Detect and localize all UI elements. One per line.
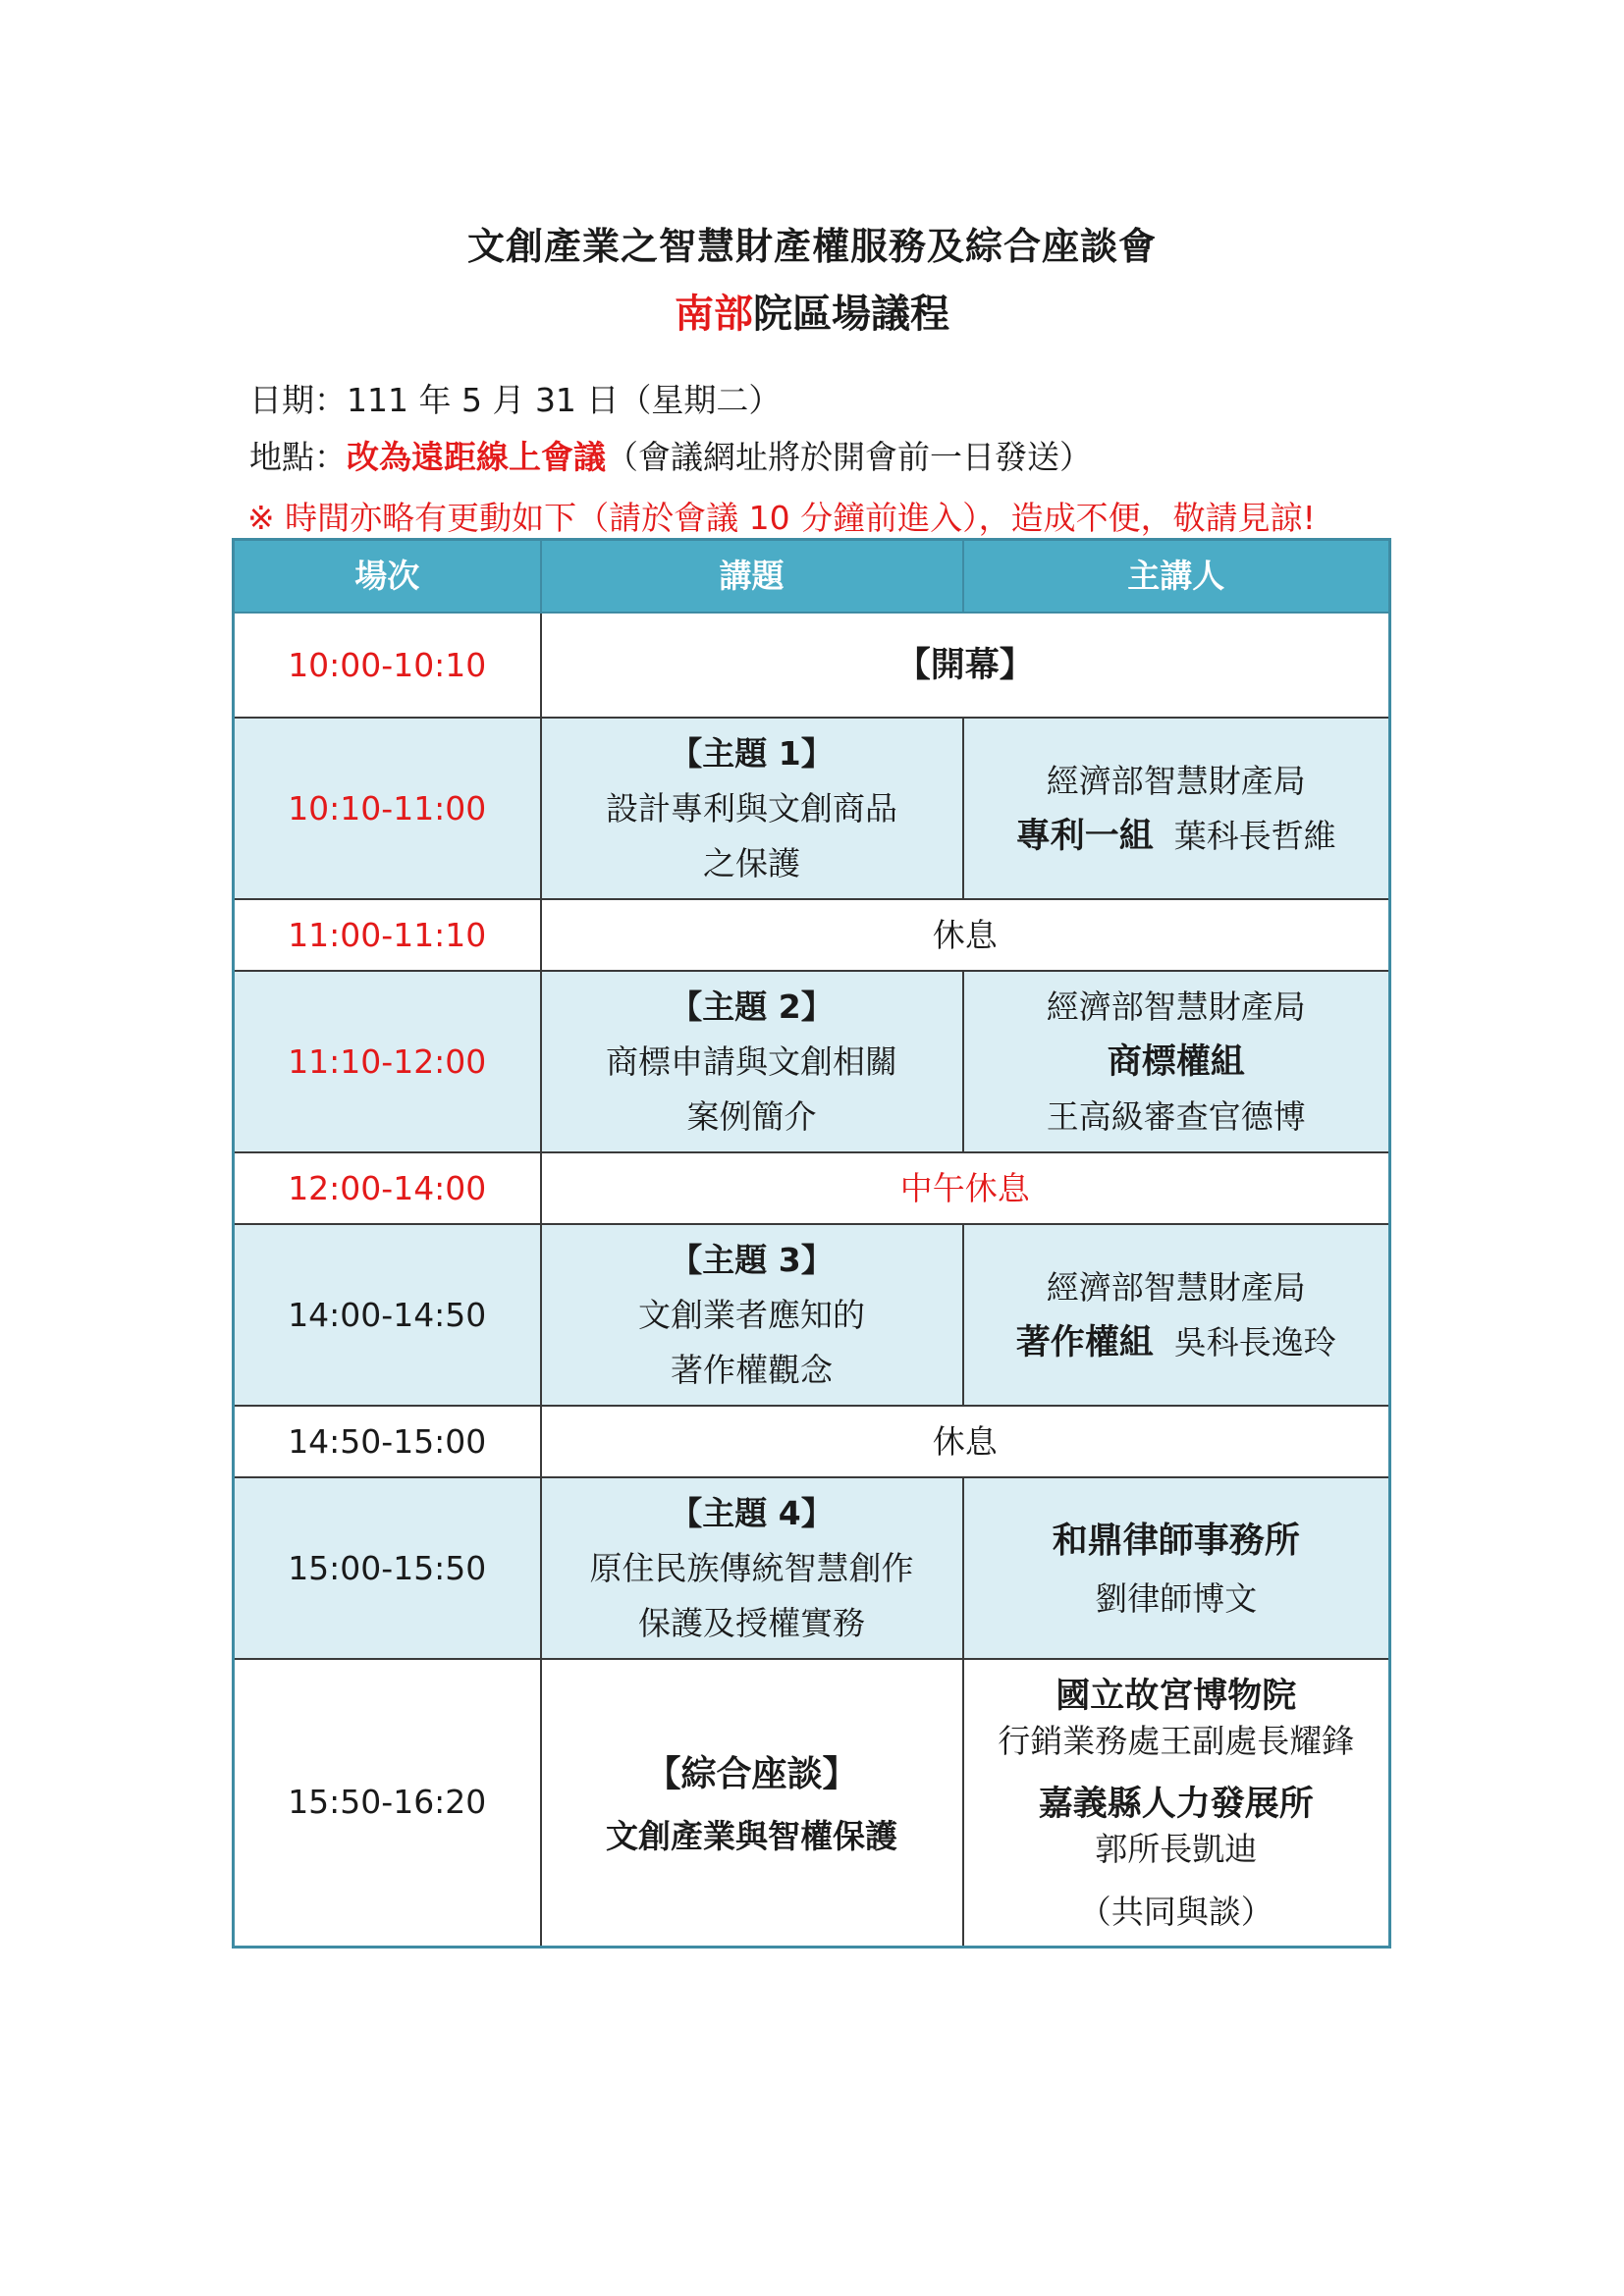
header-topic: 講題 [541,540,963,614]
location-value: 改為遠距線上會議 [347,438,606,476]
row-speaker [963,1224,1390,1406]
row-speaker [963,1659,1390,1947]
row-time: 14:00-14:50 [234,1224,541,1406]
speaker-person: 葉科長哲維 [1173,816,1336,855]
subtitle-rest: 院區場議程 [753,292,949,337]
topic-tag: 【主題 4】 [670,1493,834,1532]
speaker-org: 經濟部智慧財產局 [1046,987,1306,1026]
row-time: 15:50-16:20 [234,1659,541,1947]
table-row [234,613,1390,718]
speaker-person: 劉律師博文 [1095,1578,1258,1618]
topic-line: 文創產業與智權保護 [606,1817,897,1856]
row-topic [541,718,963,899]
table-row [234,1224,1390,1406]
speaker-person: 郭所長凱迪 [1095,1830,1258,1869]
topic-line: 設計專利與文創商品 [606,788,897,828]
table-row [234,1659,1390,1947]
row-speaker [963,718,1390,899]
location-label: 地點： [249,438,347,476]
speaker-org: 經濟部智慧財產局 [1046,1267,1306,1307]
notice-line: ※ 時間亦略有更動如下（請於會議 10 分鐘前進入），造成不便，敬請見諒! [247,499,1316,537]
header-speaker: 主講人 [963,540,1390,614]
speaker-unit: 著作權組 [1015,1322,1154,1362]
speaker-unit: 專利一組 [1015,816,1154,856]
topic-line: 著作權觀念 [671,1350,833,1389]
row-time: 11:10-12:00 [234,971,541,1152]
row-topic [541,1224,963,1406]
subtitle-region: 南部 [675,292,753,337]
topic-tag: 【主題 2】 [670,987,834,1026]
speaker-org: 國立故宮博物院 [1056,1677,1297,1717]
row-topic [541,1659,963,1947]
topic-line: 商標申請與文創相關 [606,1041,897,1081]
row-topic: 中午休息 [541,1152,1390,1224]
table-row [234,718,1390,899]
topic-line: 案例簡介 [686,1096,817,1136]
row-time: 15:00-15:50 [234,1477,541,1659]
table-row [234,899,1390,971]
row-time: 10:10-11:00 [234,718,541,899]
topic-line: 文創業者應知的 [638,1295,865,1334]
row-speaker [963,1477,1390,1659]
topic-line: 保護及授權實務 [638,1603,865,1642]
header-session: 場次 [234,540,541,614]
speaker-person: 王高級審查官德博 [1046,1096,1306,1136]
speaker-org: 嘉義縣人力發展所 [1038,1785,1314,1825]
topic-tag: 【主題 1】 [670,733,834,773]
row-topic: 【開幕】 [541,613,1390,718]
row-time: 14:50-15:00 [234,1406,541,1477]
topic-tag: 【主題 3】 [670,1240,834,1279]
speaker-note: （共同與談） [1078,1893,1273,1932]
location-note: （會議網址將於開會前一日發送） [606,438,1092,476]
row-topic [541,971,963,1152]
speaker-org: 和鼎律師事務所 [1052,1520,1300,1561]
row-topic: 休息 [541,899,1390,971]
row-time: 10:00-10:10 [234,613,541,718]
topic-line: 之保護 [703,843,800,882]
speaker-org: 經濟部智慧財產局 [1046,761,1306,800]
table-row [234,1477,1390,1659]
row-speaker [963,971,1390,1152]
topic-tag: 【綜合座談】 [645,1754,858,1795]
row-time: 12:00-14:00 [234,1152,541,1224]
row-time: 11:00-11:10 [234,899,541,971]
table-row [234,1406,1390,1477]
page-title: 文創產業之智慧財產權服務及綜合座談會 [466,225,1157,268]
page-subtitle [0,283,1624,339]
location-line [249,432,1092,478]
speaker-person: 行銷業務處王副處長耀鋒 [998,1722,1355,1761]
agenda-table [232,538,1391,1949]
row-topic: 休息 [541,1406,1390,1477]
topic-line: 原住民族傳統智慧創作 [589,1548,914,1587]
speaker-person: 吳科長逸玲 [1173,1322,1336,1362]
date-line: 日期：111 年 5 月 31 日（星期二） [249,381,782,419]
row-topic [541,1477,963,1659]
table-row [234,1152,1390,1224]
table-header-row [234,540,1390,614]
table-row [234,971,1390,1152]
speaker-unit: 商標權組 [1107,1041,1245,1082]
